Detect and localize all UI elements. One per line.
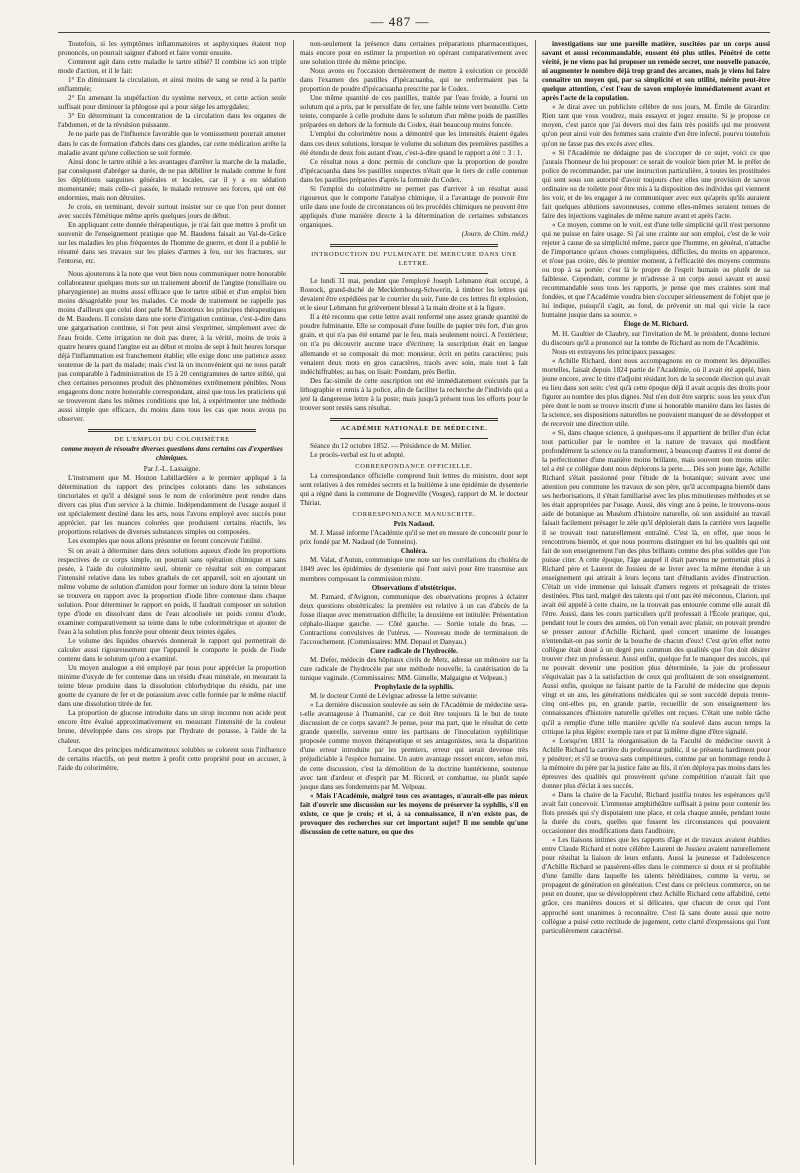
section-divider: [88, 429, 256, 432]
paragraph: M. le docteur Conté de Lévignac adresse la lettre suivante:: [310, 692, 478, 701]
section-title: INTRODUCTION DU FULMINATE DE MERCURE DANS UNE LETTRE.: [311, 251, 517, 268]
paragraph: La correspondance officielle comprend huit lettres du ministre, dont sept sont relatives à des remèdes secrets et la huitième à une épidémie de dysenterie qui a régné dans la commune de Dogneville (Vosges), rapport de M. le docteur Thiriat.: [300, 472, 528, 508]
subsection-title: CORRESPONDANCE MANUSCRITE.: [352, 511, 476, 519]
paragraph: L'emploi du colorimètre nous a démontré que les intensités étaient égales dans ces deux solutions, lorsque le volume du solutum des premières pastilles a été étendu de deux fois autant d'eau, c'est-à-dire quand le rapport a été :: 3 : 1.: [300, 130, 528, 157]
paragraph: « Dans la chaire de la Faculté, Richard justifia toutes les espérances qu'il avait fait concevoir. L'immense amphithéâtre suffisait à peine pour contenir les flots pressés qui s'y disputaient une place, et cela chaque année, pendant toute la durée du cours, quelles que fussent les circonstances qui pouvaient occasionner des modifications dans l'auditoire.: [542, 790, 770, 836]
paragraph: En appliquant cette donnée thérapeutique, je n'ai fait que mettre à profit un souvenir de l'enseignement pratique que M. Baudens faisait au Val-de-Grâce sur les maladies les plus fréquentes de l'homme de guerre, et dont il a publié le résumé dans ses travaux sur les plaies d'armes à feu, sur les fractures, sur l'entorse, etc.: [58, 220, 286, 266]
paragraph: Si l'emploi du colorimètre ne permet pas d'arriver à un résultat aussi rigoureux que le comporte l'analyse chimique, il a l'avantage de pouvoir être utile dans une foule de circonstances où les procédés chimiques ne peuvent être appliqués d'une manière directe à la détermination de certaines substances organiques.: [300, 184, 528, 229]
topic-heading: Choléra.: [400, 547, 428, 556]
column-divider: [535, 40, 536, 1165]
paragraph: M. Defer, médecin des hôpitaux civils de Metz, adresse un mémoire sur la cure radicale de l'hydrocèle par une méthode nouvelle, la cautérisation de la tunique vaginale. (Commissaires: MM. Gimelle, Malgaigne et Velpeau.): [300, 655, 528, 683]
rule: [340, 438, 488, 439]
paragraph: 1° En diminuant la circulation, et ainsi moins de sang se rend à la partie enflammée;: [58, 76, 286, 94]
paragraph: « Si l'Académie ne dédaigne pas de s'occuper de ce sujet, voici ce que j'aurais l'honneur de lui proposer: ce serait de vouloir bien prier M. le préfet de police de recommander, par une instruction particulière, à toutes les prostituées qui sont sous son autorité d'avoir toujours chez elles une provision de savon ordinaire ou de toilette pour être mis à la disposition des individus qui viennent les voir, et de les engager à ne communiquer avec eux qu'après qu'ils auraient fait quelques ablutions savonneuses, comme elles-mêmes seraient tenues de faire des injections vaginales de même nature avant et après l'acte.: [542, 148, 770, 220]
topic-heading: Observations d'obstétrique.: [371, 583, 457, 592]
paragraph: « Si, dans chaque science, à quelques-uns il appartient de briller d'un éclat tout particulier par le nombre et la nature de travaux qui modifient profondément la science ou la transforment, à beaucoup d'autres il est donné de la perfectionner d'une manière moins brillante, mais souvent non moins utile: tel a été ce collègue dont nous déplorons la perte..... Dès son jeune âge, Achille Richard s'était passionné pour l'étude de la botanique; suivant avec une attention peu commune les travaux de son père, qu'il accompagna bientôt dans ses herborisations, il s'était familiarisé avec les plus minutieuses méthodes et se les était appropriées par l'usage. Aussi, dès vingt ans à peine, le trouvons-nous aide de botanique au Muséum d'histoire naturelle, où son assiduité au travail faisait facilement présager le zèle qu'il déploierait dans la carrière vers laquelle il se trouvait tout naturellement entraîné. C'est là, en effet, que nous le rencontrons bientôt, et que nous pourrons distinguer en lui les qualités qui ont fait de son enseignement l'un des plus brillants comme des plus solides que l'on puisse citer. A cette époque, l'âge auquel il était parvenu ne permettait plus à Richard père et Laurent de Jussieu de se livrer avec la même étendue à un enseignement qui attirait à leurs leçons tant d'étudiants avides d'instruction. C'était un vide immense qui laissait d'amers regrets et présageait de tristes destinées. Plus tard, malgré des talents qui n'ont pas été méconnus, Clarion, qui avait été appelé à cette chaire, ne la trouvait pas entourée comme elle aurait dû l'être. Aussi, dans les cours particuliers qu'il professait à l'École pratique, qui, pendant tout le cours des années, où l'on venait avec plaisir, on pouvait prendre se presser autour d'Achille Richard, quel concert unanime de louanges n'entendait-on pas sortir de la bouche de chacun d'eux! C'est qu'en effet notre collègue était doué à un degré peu commun des qualités que l'on doit désirer trouver chez un professeur. Aussi enfin, quelque fut le manquer des succès, qui ne pouvait devenir une position plus déterminée, la joie du professeur s'équivalait pas à la satisfaction de ceux qui profitaient de son enseignement. Aussi enfin, quoique ne faisant partie de la Faculté de médecine que depuis vingt et un ans, les générations médicales qui se sont succédé depuis trente-cinq ont-elles pu, en grande partie, recueillir de son enseignement les connaissances d'histoire naturelle qu'elles ont reçues. C'était une noble tâche qu'il a remplie d'une telle manière qu'elle n'a soulevé dans aucun temps la critique la plus légère: exemple rare et par là même digne d'être signalé.: [542, 429, 770, 736]
source-citation: (Journ. de Chim. méd.): [461, 229, 528, 238]
paragraph: « Achille Richard, dont nous accompagnons en ce moment les dépouilles mortelles, faisait depuis 1824 partie de l'Académie, où il avait été appelé, bien jeune encore, avec le titre d'adjoint résidant lors de la seconde élection qui avait eu lieu dans son sein: c'est qu'à cette époque déjà il avait acquis des droits pour figurer au nombre des plus dignes. Nul n'en doit être surpris: sous les yeux d'un père dont le nom se trouve inscrit d'une si honorable manière dans les fastes de la science, ses dispositions naturelles ne pouvaient manquer de se développer et de recevoir une direction utile.: [542, 356, 770, 428]
paragraph: Des fac-simile de cette suscription ont été immédiatement exécutés par la lithographie et remis à la police, afin de faciliter la recherche de l'individu qui a jeté la dangereuse lettre à la poste; mais jusqu'à présent tous les efforts pour le trouver sont restés sans résultat.: [300, 376, 528, 412]
paragraph: Comment agit dans cette maladie le tartre stibié? Il combine ici son triple mode d'action, et il le fait:: [58, 58, 286, 76]
paragraph: M. H. Gaultier de Claubry, sur l'invitation de M. le président, donne lecture du discours qu'il a prononcé sur la tombe de Richard au nom de l'Académie.: [542, 329, 770, 347]
paragraph: Un moyen analogue a été employé par nous pour apprécier la proportion minime d'oxyde de fer contenue dans un résidu d'eau minérale, en mesurant la teinte bleue produite dans la dissolution chlorhydrique du résidu, par une goutte de cyanure de fer et de potassium avec celle formée par le même réactif dans une dissolution titrée de fer.: [58, 664, 286, 709]
paragraph: 3° En déterminant la concentration de la circulation dans les organes de l'abdomen, et de la révulsion puissante.: [58, 112, 286, 130]
section-divider: [330, 418, 498, 421]
seance-line: Séance du 12 octobre 1852. — Présidence de M. Mélier.: [310, 441, 472, 450]
paragraph: Il a été reconnu que cette lettre avait renfermé une assez grande quantité de poudre fulminante. Elle se composait d'une feuille de papier très fort, d'un gros grain, et qui n'a pas été entamé par le feu, mais seulement noirci. A l'extérieur, on n'a pu découvrir aucune trace d'écriture; la suscription était en langue allemande et se composait du mot: monsieur, écrit en petits caractères; puis venaient deux mots en gros caractères, tracés avec soin, mais tout à fait indéchiffrables; au bas, on lisait: Postdam, près Berlin.: [300, 313, 528, 376]
paragraph: « Lorsqu'en 1831 la réorganisation de la Faculté de médecine ouvrit à Achille Richard la carrière du professorat public, il se présenta hardiment pour y pénétrer; et s'il se trouva sans compétiteurs, comme par un hommage rendu à la mémoire du père par la justice faite au fils, il n'en déploya pas moins dans les épreuves des qualités qui prouvèrent qu'une compétition n'aurait fait que donner plus d'éclat à ses succès.: [542, 736, 770, 790]
column-divider: [293, 40, 294, 1165]
paragraph: Les exemples que nous allons présenter en feront concevoir l'utilité.: [68, 537, 263, 546]
subsection-title: CORRESPONDANCE OFFICIELLE.: [355, 462, 473, 470]
paragraph: Si on avait à déterminer dans deux solutions aqueux d'iode les proportions respectives de ce corps simple, on pourrait sans opération chimique et sans pesée, à l'aide du colorimètre seul, obtenir ce résultat soit en comparant l'intensité relative dans les tubes gradués de cet appareil, soit en ajoutant un même volume de solution d'amidon pour former un iodure dont la teinte bleue se trouvera en rapport avec la proportion d'iode libre contenue dans chaque solution. Pour déterminer le rapport en poids, il faudrait composer un solution type d'iode en dissolvant dans de l'eau alcoolisée un poids connu d'iode, examiner comparativement sa teinte dans le tube colorimétrique et ajouter de l'eau à la solution plus foncée pour obtenir deux teintes égales.: [58, 546, 286, 636]
rule: [340, 273, 488, 274]
paragraph: Le lundi 31 mai, pendant que l'employé Joseph Lehmann était occupé, à Rostock, grand-duché de Mecklembourg-Schwerin, à timbrer les lettres qui devaient être expédiées par le courrier du soir, l'une de ces lettres fit explosion, et le sieur Lehmann fut grièvement blessé à la main droite et à la figure.: [300, 277, 528, 313]
paragraph: Nous avons eu l'occasion dernièrement de mettre à exécution ce procédé dans l'examen des pastilles d'ipécacuanha, qui ne renfermaient pas la proportion de poudre d'ipécacuanha prescrite par le Codex.: [300, 67, 528, 94]
paragraph: La proportion de glucose introduite dans un sirop inconnu non acide peut encore être évalué approximativement en mesurant l'intensité de la couleur brune, développée dans ces sirops par l'hydrate de potasse, à l'aide de la chaleur.: [58, 709, 286, 745]
paragraph: Nous ajouterons à la note que veut bien nous communiquer notre honorable collaborateur quelques mots sur un traitement abortif de l'angine (tonsillaire ou pharyngienne) au moins aussi efficace que le tartre stibié et d'un emploi bien moins désagréable pour les malades. Ce mode de traitement ne rappelle pas moins d'ailleurs que celui dont parle M. Dezotteux les principes thérapeutiques de M. Baudens. Il consiste dans une sorte d'irrigation continue, c'est-à-dire dans une gargarisation continue, si l'on peut ainsi s'exprimer, simplement avec de l'eau froide. Cette irrigation ne doit pas durer, à la vérité, moins de trois à quatre heures quand l'angine est au début et moins de sept à huit heures lorsque déjà l'inflammation est franchement établie; elle exige donc une patience assez soutenue de la part du malade; mais c'est là un inconvénient qui ne nous paraît pas comparable à l'administration de 15 à 20 centigrammes de tartre stibié, qui chez certaines personnes produit des phénomènes extrêmement pénibles. Nous engageons donc notre honorable correspondant, ainsi que tous les praticiens qui se trouveront dans les mêmes conditions que lui, à expérimenter une méthode aussi simple que efficace, du moins dans tous les cas que nous avons pu observer.: [58, 270, 286, 423]
section-divider: [330, 244, 498, 247]
paragraph: Ce résultat nous a donc permis de conclure que la proportion de poudre d'ipécacuanha dans les pastilles suspectes n'était que le tiers de celle contenue dans les pastilles préparées d'après la formule du Codex.: [300, 157, 528, 184]
paragraph: non-seulement la présence dans certaines préparations pharmaceutiques, mais encore pour en estimer la proportion en opérant comparativement avec une solution titrée du même principe.: [300, 40, 528, 67]
column-1: [58, 40, 286, 1165]
topic-heading: Cure radicale de l'hydrocèle.: [370, 646, 458, 655]
header-rule: [58, 32, 770, 33]
paragraph: Toutefois, si les symptômes inflammatoires et asphyxiques étaient trop prononcés, on pourrait saigner d'abord et faire vomir ensuite.: [58, 40, 286, 58]
paragraph: Nous en extrayons les principaux passages:: [552, 347, 676, 356]
section-title: DE L'EMPLOI DU COLORIMÈTRE: [114, 435, 230, 443]
column-2: [300, 40, 528, 1165]
paragraph: investigations sur une pareille matière, suscitées par un corps aussi savant et aussi recommandable, eussent été plus utiles. Pénétré de cette vérité, je ne viens pas lui proposer un remède secret, une nouvelle panacée, ni augmenter le nombre déjà trop grand des arcanes, mais je viens lui faire connaître un moyen qui, par sa simplicité et son utilité, mérite peut-être quelque attention, c'est l'eau de savon employée immédiatement avant et après l'acte de la copulation.: [542, 40, 770, 103]
paragraph: « La dernière discussion soulevée au sein de l'Académie de médecine sera-t-elle avantageuse à l'humanité, car ce doit être toujours là le but de toute discussion de ce corps savant? Je pense, pour ma part, que le résultat de cette grande querelle, survenue entre les partisans de l'inoculation syphilitique proposée comme moyen thérapeutique et ses antagonistes, sera la disparition d'une erreur introduite par les premiers, erreur qui serait devenue très préjudiciable à l'espèce humaine. Un autre avantage ressort encore, selon moi, de cette discussion, c'est la démolition de la doctrine huntérienne, soutenue avec tant d'ardeur et d'esprit par M. Ricord, et combattue, ou plutôt sapée jusque dans ses fondements par M. Velpeau.: [300, 701, 528, 791]
topic-heading: Prophylaxie de la syphilis.: [374, 683, 454, 692]
paragraph: Je crois, en terminant, devoir surtout insister sur ce que l'on peut donner avec succès l'émétique même après quelques jours de début.: [58, 202, 286, 220]
author: Par J.-L. Lassaigne.: [143, 465, 201, 474]
academy-title: ACADÉMIE NATIONALE DE MÉDECINE.: [340, 424, 488, 432]
topic-heading: Prix Nadaud.: [393, 520, 435, 529]
paragraph: « Je dirai avec un publiciste célèbre de nos jours, M. Émile de Girardin: Rien tant que vous voudrez, mais essayez et jugez ensuite. Si je propose ce moyen, c'est parce que j'ai devers moi des faits très positifs qui me prouvent qu'on peut ainsi voir des femmes sans crainte d'en être infecté, pourvu toutefois qu'on ne fasse pas des excès avec elles.: [542, 103, 770, 148]
topic-heading: Éloge de M. Richard.: [623, 320, 689, 329]
paragraph: 2° En amenant la stupéfaction du système nerveux, et cette action seule suffisait pour diminuer la phlogose qui a pour siége les amygdales;: [58, 94, 286, 112]
section-subtitle: comme moyen de résoudre diverses questions dans certains cas d'expertises chimiques.: [61, 445, 283, 463]
paragraph: M. J. Massé informe l'Académie qu'il se met en mesure de concourir pour le prix fondé par M. Nadaud (de Tonneins).: [300, 529, 528, 547]
paragraph: Ainsi donc le tartre stibié a les avantages d'arrêter la marche de la maladie, par conséquent d'abréger sa durée, de ne pas débiliter le malade comme le font les déplétions sanguines générales et locales, car il y a eu sédation momentanée; mais celle-ci passée, le malade retrouve ses forces, qui ont été endormies, mais non détruites.: [58, 157, 286, 202]
column-3: [542, 40, 770, 1165]
paragraph: M. Valat, d'Autun, communique une note sur les corrélations du choléra de 1849 avec les épidémies de dysenterie qui l'ont suivi pour être transmise aux membres composant la commission mixte.: [300, 556, 528, 583]
paragraph: « Mais l'Académie, malgré tous ces avantages, n'aurait-elle pas mieux fait d'ouvrir une discussion sur les moyens de préserver la syphilis, s'il en existe, ce que je crois; et si, à sa connaissance, il n'en existe pas, de provoquer des recherches sur cet important sujet? Il me semble qu'une discussion de cette nature, ou que des: [300, 791, 528, 836]
paragraph: L'instrument que M. Houton Labillardière a le premier appliqué à la détermination du rapport des principes colorants dans les substances tinctoriales et qu'il a désigné sous le nom de colorimètre peut rendre dans divers cas plus d'un service à la chimie. Indépendamment de l'usage auquel il est spécialement destiné dans les arts, nous l'avons employé avec succès pour apprécier, par les nuances colorées que produisent certains réactifs, les proportions relatives de diverses substances simples ou composées.: [58, 474, 286, 537]
paragraph: Lorsque des principes médicamenteux solubles se colorent sous l'influence de certains réactifs, on peut mettre à profit cette propriété pour en accuser, à l'aide du colorimètre,: [58, 745, 286, 772]
paragraph: « Les liaisons intimes que les rapports d'âge et de travaux avaient établies entre Claude Richard et notre célèbre Laurent de Jussieu avaient naturellement pour résultat la liaison de leurs enfants. Aussi la jeunesse et l'adolescence d'Achille Richard se passèrent-elles dans le commerce si doux et si profitable d'une famille dans laquelle les talents héréditaires, comme la vertu, se propagent de génération en génération. C'est dans ce précieux commerce, on ne peut en douter, que se développèrent chez Achille Richard cette affabilité, cette grâce, ces manières douces et si délicates, que chacun de ceux qui l'ont approché sont unanimes à reconnaître. C'est là sans doute aussi que notre collègue a puisé cette rectitude de jugement, cette clarté d'expressions qui l'ont particulièrement caractérisé.: [542, 836, 770, 935]
paragraph: Le procès-verbal est lu et adopté.: [310, 450, 405, 459]
paragraph: Je ne parle pas de l'influence favorable que le vomissement pourrait amener dans le cas de formation d'abcès dans ces glandes, car cette médication arrête la maladie avant qu'une collection se soit formée.: [58, 130, 286, 157]
paragraph: M. Pamard, d'Avignon, communique des observations propres à éclairer deux questions obstétricales: la première est relative à un cas d'abcès de la fosse iliaque avec menstruation difficile; la deuxième est intitulée: Présentation céphalo-iliaque gauche. — Côté gauche. — Sortie totale du bras. — Contractions convulsives de l'utérus. — Nouveau mode de terminaison de l'accouchement. (Commissaires: MM. Depaul et Danyau.): [300, 592, 528, 646]
page-number: — 487 —: [370, 14, 430, 29]
paragraph: Une même quantité de ces pastilles, traitée par l'eau froide, a fourni un solutum qui a pris, par le persulfate de fer, une faible teinte vert bouteille. Cette teinte, comparée à celle produite dans le solutum d'un même poids de pastilles préparées en dehors de la formule du Codex, était beaucoup moins foncée.: [300, 94, 528, 130]
paragraph: Le volume des liquides observés donnerait le rapport qui permettrait de calculer aussi rigoureusement que l'appareil le comporte le poids de l'iode contenu dans le solutum qu'on a examiné.: [58, 637, 286, 664]
paragraph: « Ce moyen, comme on le voit, est d'une telle simplicité qu'il n'est personne qui ne puisse en faire usage. Si j'ai une crainte sur son emploi, c'est de le voir rejeter à cause de sa simplicité même, parce que l'homme, en général, n'attache de l'importance qu'aux choses compliquées, difficiles, du moins en apparence, et n'ose pas croire, dès le premier moment, à l'efficacité des moyens communs ou trop à sa portée: c'est là le propre de l'esprit humain ou plutôt de sa faiblesse. Cependant, comme je m'adresse à un corps aussi savant et aussi recommandable sous tous les rapports, je pense que mes craintes sont mal fondées, et que l'Académie voudra bien s'occuper sérieusement de l'objet que je lui indique, puisqu'il s'agit, au fond, de prévenir un mal qui vicie la race humaine jusque dans sa source. »: [542, 220, 770, 320]
